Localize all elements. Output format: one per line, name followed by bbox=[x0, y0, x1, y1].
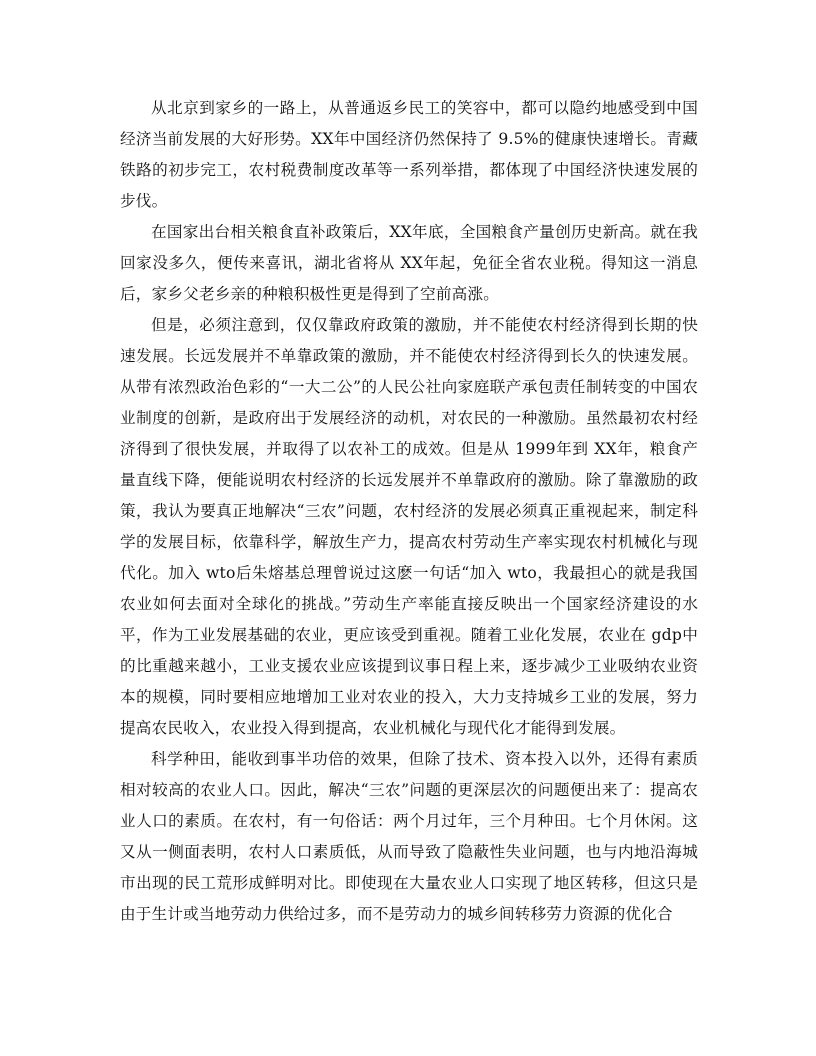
paragraph-4: 科学种田，能收到事半功倍的效果，但除了技术、资本投入以外，还得有素质相对较高的农业人口。因此，解决“三农”问题的更深层次的问题便出来了：提高农业人口的素质。在农村，有一句俗话：两个月过年，三个月种田。七个月休闲。这又从一侧面表明，农村人口素质低，从而导致了隐蔽性失业问题，也与内地沿海城市出现的民工荒形成鲜明对比。即使现在大量农业人口实现了地区转移，但这只是由于生计或当地劳动力供给过多，而不是劳动力的城乡间转移劳力资源的优化合 bbox=[120, 750, 698, 923]
paragraph-1: 从北京到家乡的一路上，从普通返乡民工的笑容中，都可以隐约地感受到中国经济当前发展的大好形势。XX年中国经济仍然保持了 9.5%的健康快速增长。青藏铁路的初步完工，农村税费制度改革等一系列举措，都体现了中国经济快速发展的步伐。 bbox=[120, 99, 698, 210]
document-body bbox=[120, 93, 698, 930]
paragraph-3: 但是，必须注意到，仅仅靠政府政策的激励，并不能使农村经济得到长期的快速发展。长远发展并不单靠政策的激励，并不能使农村经济得到长久的快速发展。从带有浓烈政治色彩的“一大二公”的人民公社向家庭联产承包责任制转变的中国农业制度的创新，是政府出于发展经济的动机，对农民的一种激励。虽然最初农村经济得到了很快发展，并取得了以农补工的成效。但是从 1999年到 XX年，粮食产量直线下降，便能说明农村经济的长远发展并不单靠政府的激励。除了靠激励的政策，我认为要真正地解决“三农”问题，农村经济的发展必须真正重视起来，制定科学的发展目标，依靠科学，解放生产力，提高农村劳动生产率实现农村机械化与现代化。加入 wto后朱熔基总理曾说过这麽一句话“加入 wto，我最担心的就是我国农业如何去面对全球化的挑战。”劳动生产率能直接反映出一个国家经济建设的水平，作为工业发展基础的农业，更应该受到重视。随着工业化发展，农业在 gdp中的比重越来越小，工业支援农业应该提到议事日程上来，逐步减少工业吸纳农业资本的规模，同时要相应地增加工业对农业的投入，大力支持城乡工业的发展，努力提高农民收入，农业投入得到提高，农业机械化与现代化才能得到发展。 bbox=[120, 316, 698, 737]
paragraph-2: 在国家出台相关粮食直补政策后，XX年底，全国粮食产量创历史新高。就在我回家没多久，便传来喜讯，湖北省将从 XX年起，免征全省农业税。得知这一消息后，家乡父老乡亲的种粮积极性更是得到了空前高涨。 bbox=[120, 223, 698, 303]
